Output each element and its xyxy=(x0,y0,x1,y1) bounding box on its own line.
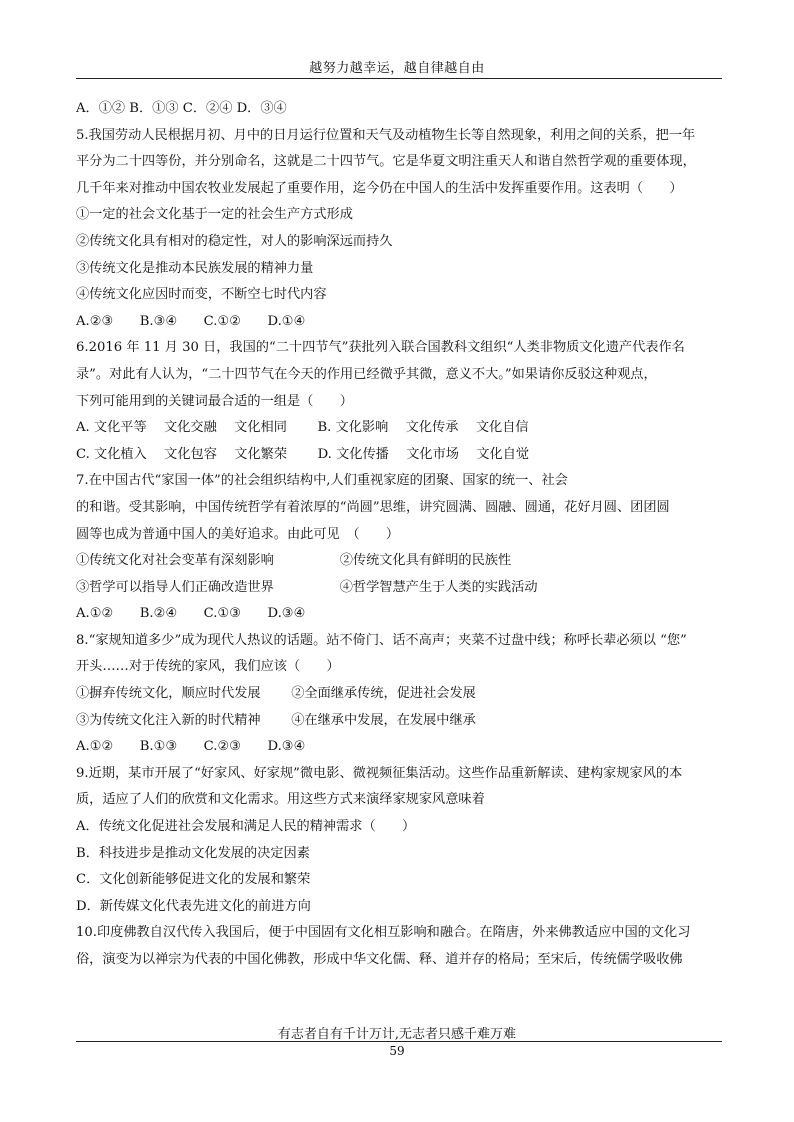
text-line: D．新传媒文化代表先进文化的前进方向 xyxy=(76,898,311,914)
text-line: 平分为二十四等份，并分别命名，这就是二十四节气。它是华夏文明注重天人和谐自然哲学观的重要体现， xyxy=(76,154,696,170)
text-line: 开头……对于传统的家风，我们应该（ ） xyxy=(76,659,340,675)
text-line: ②传统文化具有相对的稳定性，对人的影响深远而持久 xyxy=(76,233,393,249)
text-line: 8.“家规知道多少”成为现代人热议的话题。站不倚门、话不高声；夹菜不过盘中线；称呼长辈必须以 “您” xyxy=(76,632,687,648)
text-line: 6.2016 年 11 月 30 日，我国的“二十四节气”获批列入联合国教科文组织“人类非物质文化遗产代表作名 xyxy=(76,340,685,356)
text-line: B．科技进步是推动文化发展的决定因素 xyxy=(76,845,310,861)
text-line: 10.印度佛教自汉代传入我国后，便于中国固有文化相互影响和融合。在隋唐，外来佛教适应中国的文化习 xyxy=(76,925,691,941)
text-line: 下列可能用到的关键词最合适的一组是（ ） xyxy=(76,393,353,409)
footer-motto: 有志者自有千计万计,无志者只感千难万难 xyxy=(277,1027,517,1042)
text-line: A．①② B．①③ C．②④ D．③④ xyxy=(76,101,287,116)
text-line: 9.近期，某市开展了“好家风、好家规”微电影、微视频征集活动。这些作品重新解读、建构家规家风的本 xyxy=(76,765,683,781)
header-rule xyxy=(76,78,722,79)
text-line: ③传统文化是推动本民族发展的精神力量 xyxy=(76,260,314,276)
text-line: 7.在中国古代“家国一体”的社会组织结构中,人们重视家庭的团聚、国家的统一、社会 xyxy=(76,473,568,489)
text-line: 几千年来对推动中国农牧业发展起了重要作用，迄今仍在中国人的生活中发挥重要作用。这表明（ ） xyxy=(76,180,683,196)
text-line: ①传统文化对社会变革有深刻影响 ②传统文化具有鲜明的民族性 xyxy=(76,553,512,569)
text-line: ③哲学可以指导人们正确改造世界 ④哲学智慧产生于人类的实践活动 xyxy=(76,579,538,595)
text-line: A.①② B.①③ C.②③ D.③④ xyxy=(76,739,306,755)
text-line: C. 文化植入 文化包容 文化繁荣 D. 文化传播 文化市场 文化自觉 xyxy=(76,446,530,462)
footer-rule xyxy=(76,1041,722,1042)
page-content xyxy=(76,96,722,974)
text-line: 5.我国劳动人民根据月初、月中的日月运行位置和天气及动植物生长等自然现象，利用之间的关系，把一年 xyxy=(76,127,696,143)
page-number: 59 xyxy=(389,1044,405,1058)
text-line: ①摒弃传统文化，顺应时代发展 ②全面继承传统，促进社会发展 xyxy=(76,686,476,702)
text-line: ①一定的社会文化基于一定的社会生产方式形成 xyxy=(76,207,353,223)
text-line: C．文化创新能够促进文化的发展和繁荣 xyxy=(76,872,311,888)
text-line: A. 文化平等 文化交融 文化相同 B. 文化影响 文化传承 文化自信 xyxy=(76,420,529,436)
text-line: ④传统文化应因时而变，不断空七时代内容 xyxy=(76,287,327,303)
text-line: 俗，演变为以禅宗为代表的中国化佛教，形成中华文化儒、释、道并存的格局；至宋后，传统儒学吸收佛 xyxy=(76,952,683,967)
header-motto: 越努力越幸运，越自律越自由 xyxy=(309,61,485,76)
text-line: ③为传统文化注入新的时代精神 ④在继承中发展，在发展中继承 xyxy=(76,712,476,728)
text-line: 质，适应了人们的欣赏和文化需求。用这些方式来演绎家规家风意味着 xyxy=(76,792,485,808)
text-line: 录”。对此有人认为，“二十四节气在今天的作用已经微乎其微，意义不大。”如果请你反驳这种观点， xyxy=(76,366,657,382)
text-line: A.①② B.②④ C.①③ D.③④ xyxy=(76,606,306,622)
text-line: A.②③ B.③④ C.①② D.①④ xyxy=(76,313,306,329)
text-line: 的和谐。受其影响，中国传统哲学有着浓厚的“尚圆”思维，讲究圆满、圆融、圆通，花好月圆、团团圆 xyxy=(76,499,670,515)
text-line: 圆等也成为普通中国人的美好追求。由此可见 （ ） xyxy=(76,526,400,542)
text-line: A．传统文化促进社会发展和满足人民的精神需求（ ） xyxy=(76,819,416,835)
